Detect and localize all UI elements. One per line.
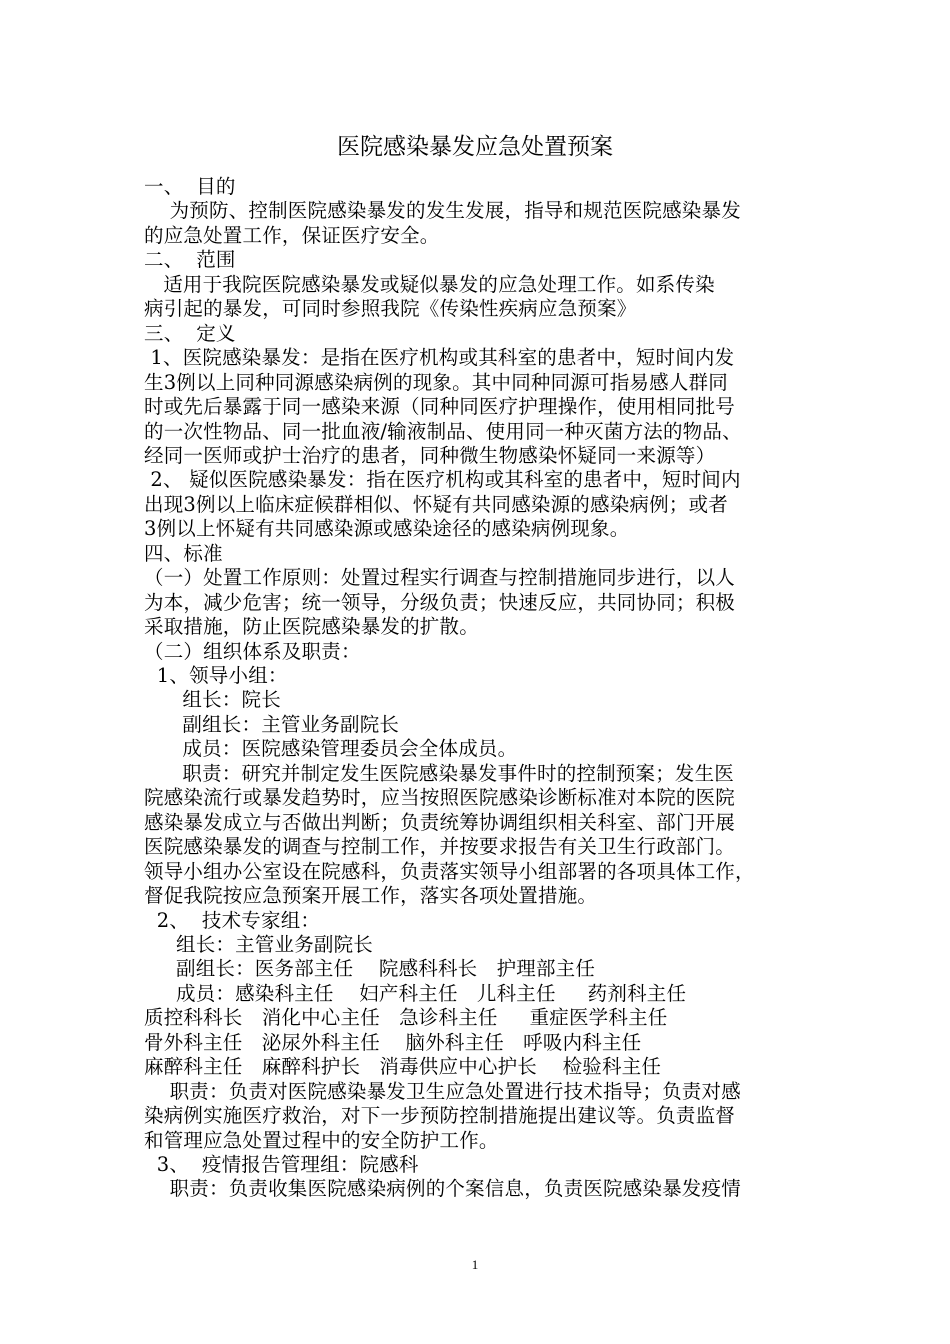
text-line: 副组长：医务部主任 院感科科长 护理部主任 [144, 957, 596, 981]
text-line: （一）处置工作原则：处置过程实行调查与控制措施同步进行，以人 [144, 566, 736, 590]
text-line: 经同一医师或护士治疗的患者，同种微生物感染怀疑同一来源等） [144, 443, 716, 467]
text-line: 染病例实施医疗救治，对下一步预防控制措施提出建议等。负责监督 [144, 1104, 736, 1128]
text-line: 3例以上怀疑有共同感染源或感染途径的感染病例现象。 [144, 517, 630, 541]
text-line: 一、 目的 [144, 175, 236, 198]
text-line: 为本，减少危害；统一领导，分级负责；快速反应，共同协同；积极 [144, 590, 736, 614]
text-line: 组长：主管业务副院长 [144, 932, 373, 956]
text-line: 病引起的暴发，可同时参照我院《传染性疾病应急预案》 [144, 297, 637, 321]
text-line: 3、 疫情报告管理组：院感科 [144, 1153, 419, 1176]
text-line: 的一次性物品、同一批血液/输液制品、使用同一种灭菌方法的物品、 [144, 419, 742, 443]
text-line: （二）组织体系及职责： [144, 639, 361, 663]
text-line: 二、 范围 [144, 248, 236, 272]
text-line: 领导小组办公室设在院感科，负责落实领导小组部署的各项具体工作， [144, 859, 755, 883]
text-line: 出现3例以上临床症候群相似、怀疑有共同感染源的感染病例；或者 [144, 492, 728, 516]
text-line: 院感染流行或暴发趋势时，应当按照医院感染诊断标准对本院的医院 [144, 786, 736, 810]
text-line: 质控科科长 消化中心主任 急诊科主任 重症医学科主任 [144, 1006, 668, 1030]
text-line: 2、 技术专家组： [144, 908, 321, 932]
text-line: 职责：负责收集医院感染病例的个案信息，负责医院感染暴发疫情 [144, 1177, 741, 1201]
text-line: 生3例以上同种同源感染病例的现象。其中同种同源可指易感人群同 [144, 370, 728, 394]
text-line: 适用于我院医院感染暴发或疑似暴发的应急处理工作。如系传染 [144, 272, 715, 296]
text-line: 时或先后暴露于同一感染来源（同种同医疗护理操作，使用相同批号 [144, 395, 736, 419]
text-line: 麻醉科主任 麻醉科护长 消毒供应中心护长 检验科主任 [144, 1055, 662, 1079]
text-line: 成员：医院感染管理委员会全体成员。 [144, 737, 518, 761]
text-line: 和管理应急处置过程中的安全防护工作。 [144, 1128, 499, 1152]
text-line: 督促我院按应急预案开展工作，落实各项处置措施。 [144, 884, 598, 908]
text-line: 1、医院感染暴发：是指在医疗机构或其科室的患者中，短时间内发 [144, 346, 735, 370]
text-line: 医院感染暴发的调查与控制工作，并按要求报告有关卫生行政部门。 [144, 835, 736, 859]
text-line: 2、 疑似医院感染暴发：指在医疗机构或其科室的患者中，短时间内 [144, 468, 741, 492]
text-line: 职责：负责对医院感染暴发卫生应急处置进行技术指导；负责对感 [144, 1079, 741, 1103]
text-line: 为预防、控制医院感染暴发的发生发展，指导和规范医院感染暴发 [144, 199, 741, 223]
text-line: 四、标准 [144, 541, 223, 565]
text-line: 采取措施，防止医院感染暴发的扩散。 [144, 615, 479, 639]
text-line: 感染暴发成立与否做出判断；负责统筹协调组织相关科室、部门开展 [144, 810, 736, 834]
document-title: 医院感染暴发应急处置预案 [337, 134, 613, 160]
text-line: 组长：院长 [144, 688, 281, 712]
text-line: 的应急处置工作，保证医疗安全。 [144, 223, 440, 247]
text-line: 1、领导小组： [144, 664, 288, 687]
text-line: 副组长：主管业务副院长 [144, 712, 400, 736]
text-line: 职责：研究并制定发生医院感染暴发事件时的控制预案；发生医 [144, 761, 734, 785]
text-line: 骨外科主任 泌尿外科主任 脑外科主任 呼吸内科主任 [144, 1030, 642, 1054]
page-number: 1 [471, 1257, 479, 1272]
text-line: 三、 定义 [144, 321, 236, 345]
text-line: 成员：感染科主任 妇产科主任 儿科主任 药剂科主任 [144, 981, 687, 1005]
